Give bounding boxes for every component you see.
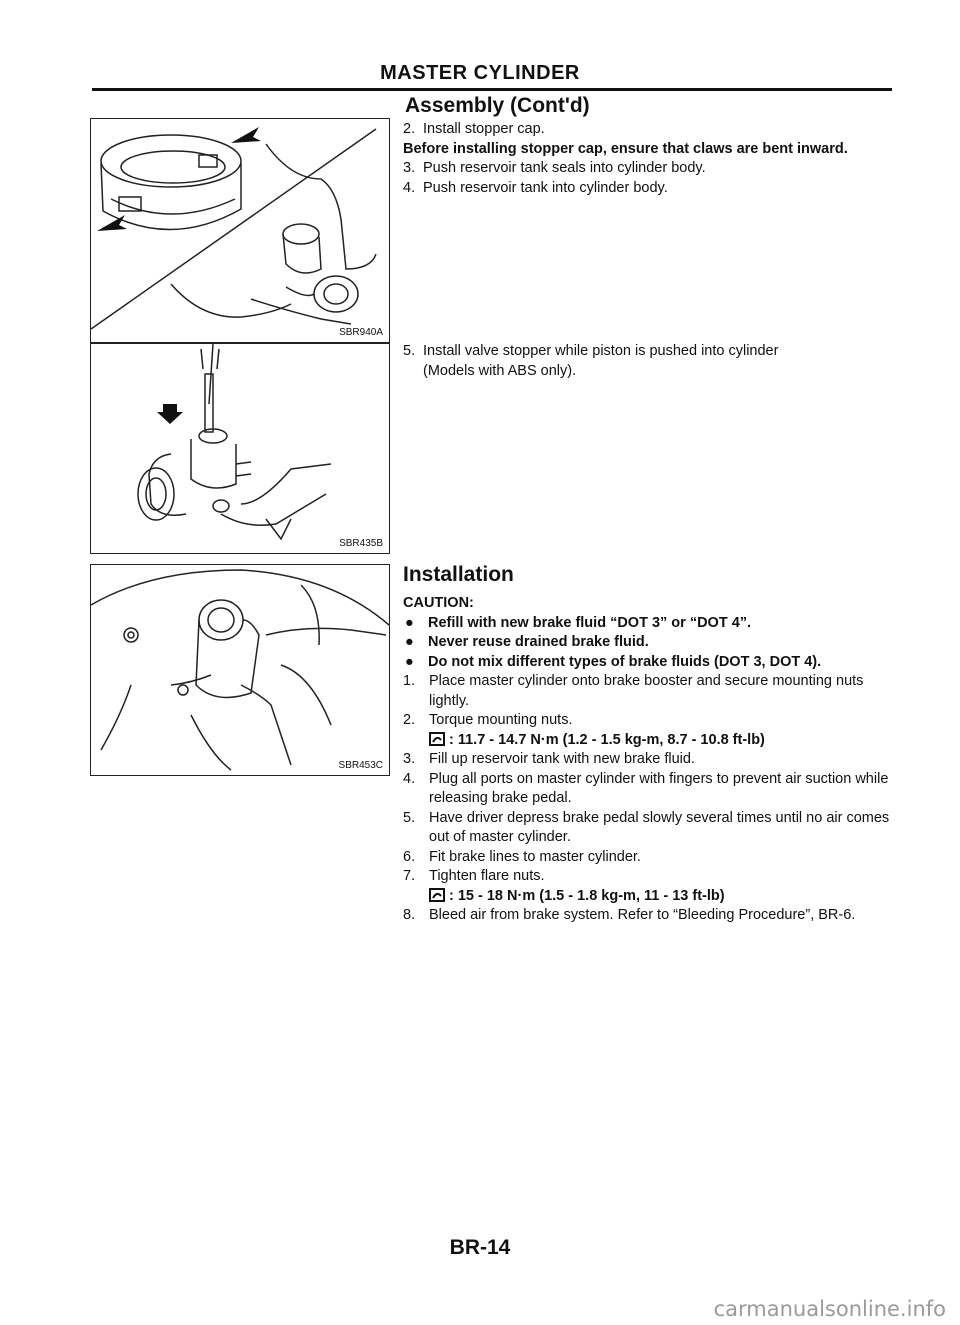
caution-item: ● Do not mix different types of brake fluids (DOT 3, DOT 4). (403, 653, 895, 673)
bullet-icon: ● (405, 634, 414, 650)
bullet-icon: ● (405, 614, 414, 631)
step-number: 4. (403, 179, 416, 196)
figure-valve-stopper (90, 343, 390, 554)
watermark: carmanualsonline.info (713, 1297, 946, 1321)
valve-stopper-illustration (91, 344, 389, 553)
torque-wrench-icon (429, 732, 447, 748)
step-text: Install valve stopper while piston is pushed into cylinder (423, 343, 779, 359)
caution-label: CAUTION: (403, 595, 474, 611)
torque-spec-1: : 11.7 - 14.7 N·m (1.2 - 1.5 kg-m, 8.7 - 10.8 ft-lb) (403, 731, 895, 751)
install-step-1: 1. Place master cylinder onto brake booster and secure mounting nuts lightly. (403, 673, 864, 709)
step-number: 3. (403, 160, 416, 176)
bullet-icon: ● (405, 653, 414, 670)
torque-wrench-icon (429, 888, 447, 904)
page-number: BR-14 (449, 1236, 511, 1259)
torque-spec-2: : 15 - 18 N·m (1.5 - 1.8 kg-m, 11 - 13 ft-lb) (403, 887, 895, 907)
install-step-6: 6. Fit brake lines to master cylinder. (403, 848, 641, 865)
arrow-down-icon (157, 404, 183, 424)
figure-stopper-cap (90, 118, 390, 343)
install-step-8: 8. Bleed air from brake system. Refer to “Bleeding Procedure”, BR-6. (403, 907, 856, 923)
step-text: Push reservoir tank seals into cylinder body. (423, 160, 706, 176)
section-title: Assembly (Cont'd) (405, 94, 590, 117)
install-step-4: 4. Plug all ports on master cylinder with fingers to prevent air suction while releasing brake pedal. (403, 770, 889, 806)
assembly-note: Before installing stopper cap, ensure that claws are bent inward. (403, 140, 848, 157)
step-text-cont: (Models with ABS only). (423, 362, 577, 379)
step-number: 5. (403, 343, 416, 359)
step-2 (403, 120, 895, 140)
header-title: MASTER CYLINDER (380, 62, 580, 84)
header-rule (92, 88, 892, 91)
figure-installation (90, 564, 390, 776)
step-text: Push reservoir tank into cylinder body. (423, 179, 668, 196)
installation-section (403, 562, 895, 926)
caution-item: ● Refill with new brake fluid “DOT 3” or “DOT 4”. (403, 614, 895, 634)
figure-label: SBR435B (339, 538, 383, 549)
install-step-3: 3. Fill up reservoir tank with new brake fluid. (403, 751, 695, 767)
assembly-step-5 (403, 342, 895, 381)
step-4 (403, 179, 895, 199)
install-step-7: 7. Tighten flare nuts. (403, 868, 545, 884)
caution-item: ● Never reuse drained brake fluid. (403, 633, 895, 653)
stopper-cap-illustration (91, 119, 389, 342)
arrow-icon (231, 127, 261, 143)
install-step-5: 5. Have driver depress brake pedal slowly several times until no air comes out of master cylinder. (403, 809, 890, 845)
step-text: Install stopper cap. (423, 121, 545, 137)
install-step-2: 2. Torque mounting nuts. (403, 712, 573, 728)
installation-title: Installation (403, 563, 514, 586)
step-3 (403, 159, 895, 179)
assembly-steps (403, 120, 895, 198)
arrow-icon (97, 215, 127, 231)
figure-label: SBR940A (339, 327, 383, 338)
step-number: 2. (403, 121, 416, 137)
figure-label: SBR453C (338, 760, 383, 771)
installation-illustration (91, 565, 389, 775)
